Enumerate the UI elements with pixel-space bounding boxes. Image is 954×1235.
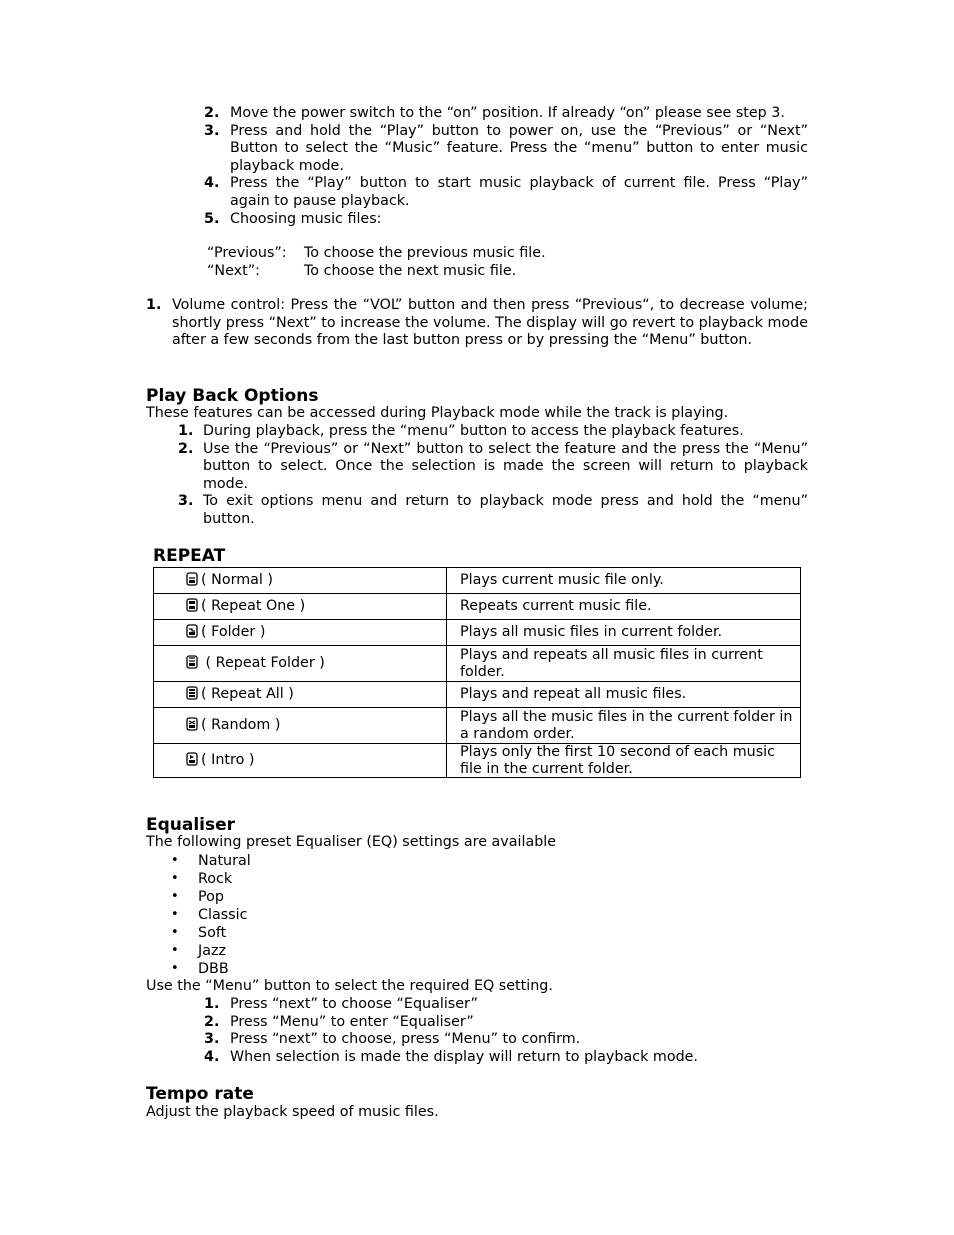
step-text: Press the “Play” button to start music playback of current file. Press “Play” again to pause playback. — [230, 175, 808, 209]
mode-cell — [154, 594, 447, 620]
step-number: 1. — [146, 297, 162, 313]
mode-label: ( Intro ) — [201, 752, 255, 769]
step-text: Move the power switch to the “on” position. If already “on” please see step 3. — [230, 105, 785, 121]
list-item — [178, 423, 808, 441]
table-row — [154, 682, 801, 708]
mode-label: ( Repeat One ) — [201, 598, 306, 615]
mode-label: ( Repeat All ) — [201, 686, 294, 703]
mode-description: Plays and repeats all music files in current folder. — [447, 646, 801, 682]
list-item: • Soft — [171, 924, 251, 942]
mode-cell — [154, 646, 447, 682]
step-number: 4. — [204, 175, 220, 192]
repeat-normal-icon — [186, 572, 198, 586]
mode-description: Plays all the music files in the current folder in a random order. — [447, 708, 801, 744]
step-text: Use the “Previous” or “Next” button to select the feature and the press the “Menu” button to select. Once the selection is made the screen will return to playback mode. — [203, 440, 808, 492]
intro-icon — [186, 752, 198, 766]
choice-desc: To choose the next music file. — [304, 262, 517, 279]
step-text: Choosing music files: — [230, 210, 382, 227]
list-item: • DBB — [171, 960, 251, 978]
list-item — [204, 105, 808, 123]
mode-description: Plays current music file only. — [447, 568, 801, 594]
repeat-all-icon — [186, 686, 198, 700]
list-item — [207, 245, 546, 263]
list-item — [204, 211, 808, 229]
equaliser-instruction: Use the “Menu” button to select the required EQ setting. — [146, 978, 553, 994]
list-item — [204, 175, 808, 210]
list-item — [178, 493, 808, 528]
tempo-description: Adjust the playback speed of music files. — [146, 1104, 439, 1120]
table-row — [154, 744, 801, 778]
list-item — [204, 1049, 808, 1067]
list-item: • Jazz — [171, 942, 251, 960]
list-item: • Rock — [171, 870, 251, 888]
step-text: To exit options menu and return to playback mode press and hold the “menu” button. — [203, 493, 808, 527]
step-number: 3. — [204, 122, 220, 139]
random-icon — [186, 717, 198, 731]
step-text: Press “next” to choose, press “Menu” to confirm. — [230, 1031, 581, 1048]
list-item — [204, 1014, 808, 1032]
mode-label: ( Normal ) — [201, 572, 273, 589]
playback-options-intro: These features can be accessed during Playback mode while the track is playing. — [146, 405, 729, 421]
music-playback-steps — [204, 105, 808, 228]
list-item — [204, 996, 808, 1014]
mode-cell — [154, 682, 447, 708]
step-number: 3. — [178, 493, 194, 510]
repeat-heading: REPEAT — [153, 546, 226, 566]
mode-description: Plays and repeat all music files. — [447, 682, 801, 708]
step-number: 4. — [204, 1048, 220, 1065]
mode-cell — [154, 568, 447, 594]
step-number: 3. — [204, 1031, 220, 1048]
table-row — [154, 646, 801, 682]
table-row — [154, 568, 801, 594]
step-number: 2. — [204, 1013, 220, 1030]
mode-description: Plays only the first 10 second of each music file in the current folder. — [447, 744, 801, 778]
table-row — [154, 594, 801, 620]
mode-label: ( Random ) — [201, 717, 281, 734]
section-heading-equaliser: Equaliser — [146, 815, 236, 835]
list-item — [146, 297, 808, 350]
section-heading-tempo-rate: Tempo rate — [146, 1084, 254, 1104]
list-item — [204, 123, 808, 176]
step-number: 1. — [178, 423, 194, 439]
step-text: Press “Menu” to enter “Equaliser” — [230, 1013, 474, 1030]
step-text: Volume control: Press the “VOL” button and then press “Previous“, to decrease volume; shortly press “Next” to increase the volume. The display will go revert to playback mode after a few seconds from the last button press or by pressing the “Menu” button. — [172, 297, 808, 349]
eq-preset-list — [171, 852, 251, 978]
repeat-folder-icon — [186, 655, 198, 669]
step-number: 1. — [204, 996, 220, 1012]
choice-term: “Next”: — [207, 262, 260, 279]
choice-desc: To choose the previous music file. — [304, 245, 546, 261]
mode-label: ( Repeat Folder ) — [201, 655, 325, 672]
table-row — [154, 708, 801, 744]
mode-cell — [154, 708, 447, 744]
list-item — [204, 1031, 808, 1049]
step-text: When selection is made the display will return to playback mode. — [230, 1048, 698, 1065]
folder-icon — [186, 624, 198, 638]
equaliser-steps — [204, 996, 808, 1066]
mode-description: Plays all music files in current folder. — [447, 620, 801, 646]
playback-options-steps — [178, 423, 808, 529]
table-row — [154, 620, 801, 646]
step-number: 5. — [204, 210, 220, 227]
choice-term: “Previous”: — [207, 245, 287, 261]
list-item: • Pop — [171, 888, 251, 906]
list-item — [178, 441, 808, 494]
choosing-files-list — [207, 245, 546, 280]
step-text: Press and hold the “Play” button to power on, use the “Previous” or “Next” Button to select the “Music” feature. Press the “menu” button to enter music playback mode. — [230, 122, 808, 174]
repeat-one-icon — [186, 598, 198, 612]
list-item — [207, 263, 546, 281]
list-item: • Natural — [171, 852, 251, 870]
list-item: • Classic — [171, 906, 251, 924]
step-text: During playback, press the “menu” button to access the playback features. — [203, 423, 744, 439]
repeat-modes-table — [153, 567, 801, 778]
step-text: Press “next” to choose “Equaliser” — [230, 996, 478, 1012]
mode-description: Repeats current music file. — [447, 594, 801, 620]
volume-control-steps — [146, 297, 808, 350]
step-number: 2. — [178, 440, 194, 457]
mode-cell — [154, 620, 447, 646]
mode-label: ( Folder ) — [201, 624, 266, 641]
equaliser-intro: The following preset Equaliser (EQ) settings are available — [146, 834, 557, 850]
mode-cell — [154, 744, 447, 778]
step-number: 2. — [204, 105, 220, 121]
section-heading-playback-options: Play Back Options — [146, 386, 319, 406]
